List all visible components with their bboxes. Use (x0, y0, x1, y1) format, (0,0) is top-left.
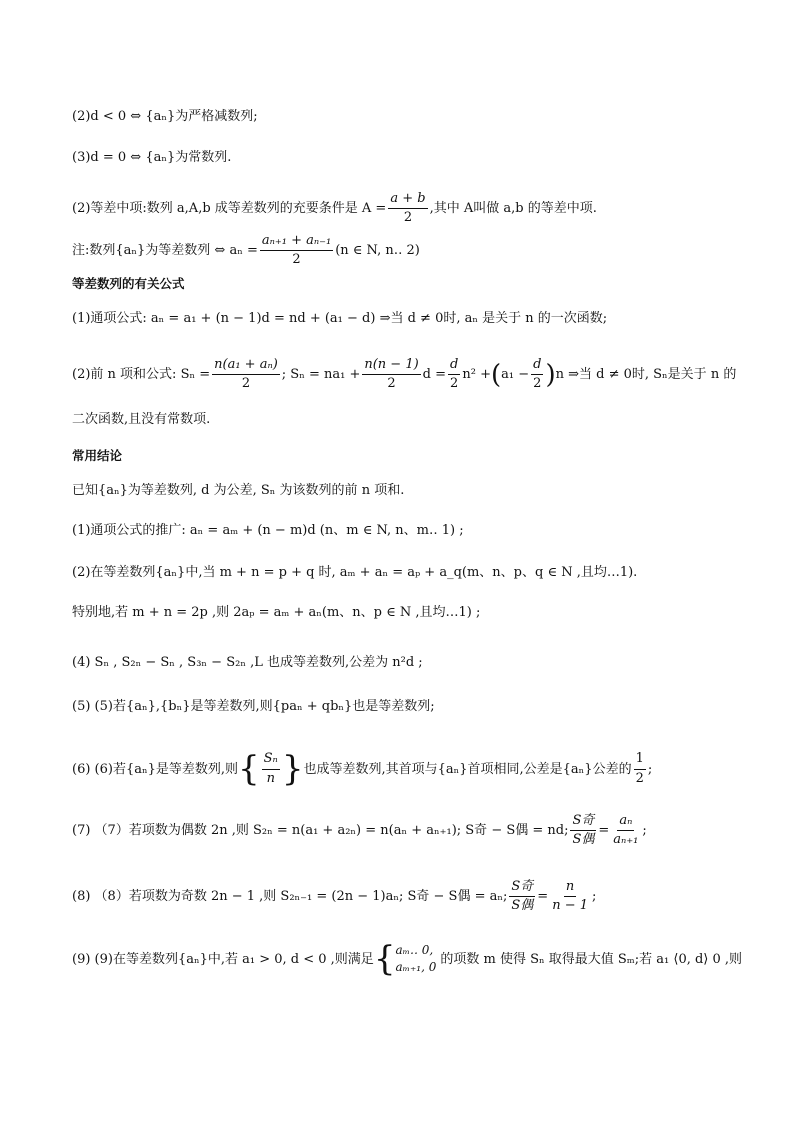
line-linear-combination: (5) (5)若{aₙ},{bₙ}是等差数列,则{paₙ + qbₙ}也是等差数列; (72, 699, 435, 714)
line-sum-formula: (2)前 n 项和公式: Sₙ = $\frac{\text{n(a₁ + aₙ)}}{2}$ ; Sₙ = na₁ + $\frac{n(n - 1)}{2}$ d = $\frac{d}{2}$ n² + ( a₁ − $\frac{d}{2}$ ) n ⇒当 d ≠ 0时, Sₙ是关于 n 的 (72, 357, 737, 392)
line-given: 已知{aₙ}为等差数列, d 为公差, Sₙ 为该数列的前 n 项和. (72, 483, 405, 498)
line-segment-sums: (4) Sₙ , S₂ₙ − Sₙ , S₃ₙ − S₂ₙ ,L 也成等差数列,公差为 n²d ; (72, 655, 423, 670)
fraction-neighbor-average: $\frac{\text{aₙ₊₁ + aₙ₋₁}}{2}$ (261, 233, 332, 268)
fraction-a-plus-b-over-2: $\frac{a + b}{2}$ (390, 191, 426, 226)
right-paren: ) (545, 359, 556, 390)
system-brace: { (373, 939, 396, 979)
fraction-odd-even-sums-2: $\frac{\text{S奇}}{\text{S偶}}$ (511, 879, 534, 914)
line-strictly-decreasing: (2)d < 0 ⇔ {aₙ}为严格减数列; (72, 109, 258, 124)
fraction-n-ratio: $\frac{n}{n - 1}$ (552, 879, 588, 914)
line-odd-terms: (8) （8）若项数为奇数 2n − 1 ,则 S₂ₙ₋₁ = (2n − 1)aₙ; S奇 − S偶 = aₙ; $\frac{\text{S奇}}{\text{S偶}}$ = $\frac{n}{n - 1}$ ; (72, 879, 597, 914)
fraction-one-half: $\frac{1}{2}$ (635, 751, 644, 786)
line-generalization: (1)通项公式的推广: aₙ = aₘ + (n − m)d (n、m ∈ N, n、m‥ 1) ; (72, 523, 464, 538)
heading-formulas: 等差数列的有关公式 (72, 276, 185, 291)
fraction-an-ratio: $\frac{\text{aₙ}}{\text{aₙ₊₁}}$ (613, 813, 639, 848)
line-even-terms: (7) （7）若项数为偶数 2n ,则 S₂ₙ = n(a₁ + a₂ₙ) = n(aₙ + aₙ₊₁); S奇 − S偶 = nd; $\frac{\text{S奇}}{\text{S偶}}$ = $\frac{\text{aₙ}}{\text{aₙ₊₁}}$ ; (72, 813, 647, 848)
fraction-sum-2: $\frac{n(n - 1)}{2}$ (364, 357, 419, 392)
line-arithmetic-mean: (2)等差中项:数列 a,A,b 成等差数列的充要条件是 A = $\frac{a + b}{2}$ ,其中 A叫做 a,b 的等差中项. (72, 191, 597, 226)
fraction-d-over-2-a: $\frac{d}{2}$ (450, 357, 459, 392)
condition-system: aₘ‥ 0, aₘ₊₁, 0 (395, 943, 437, 974)
line-general-term: (1)通项公式: aₙ = a₁ + (n − 1)d = nd + (a₁ − d) ⇒当 d ≠ 0时, aₙ 是关于 n 的一次函数; (72, 311, 608, 326)
fraction-sum-1: $\frac{\text{n(a₁ + aₙ)}}{2}$ (214, 357, 278, 392)
brace-sn-over-n: { $\frac{\text{Sₙ}}{n}$ } (238, 749, 304, 789)
fraction-odd-even-sums: $\frac{\text{S奇}}{\text{S偶}}$ (572, 813, 595, 848)
line-quadratic-note: 二次函数,且没有常数项. (72, 412, 211, 427)
line-index-sum-property: (2)在等差数列{aₙ}中,当 m + n = p + q 时, aₘ + aₙ = aₚ + a_q(m、n、p、q ∈ N ,且均…1). (72, 565, 638, 580)
line-constant-sequence: (3)d = 0 ⇔ {aₙ}为常数列. (72, 150, 232, 165)
line-note-equivalence: 注:数列{aₙ}为等差数列 ⇔ aₙ = $\frac{\text{aₙ₊₁ + aₙ₋₁}}{2}$ (n ∈ N, n‥ 2) (72, 233, 420, 268)
line-average-sequence: (6) (6)若{aₙ}是等差数列,则 { $\frac{\text{Sₙ}}{n}$ } 也成等差数列,其首项与{aₙ}首项相同,公差是{aₙ}公差的 $\frac{1}{2}$ ; (72, 749, 653, 789)
fraction-d-over-2-b: $\frac{d}{2}$ (533, 357, 542, 392)
heading-common-conclusions: 常用结论 (72, 448, 123, 463)
line-special-case: 特别地,若 m + n = 2p ,则 2aₚ = aₘ + aₙ(m、n、p ∈ N ,且均…1) ; (72, 605, 481, 620)
left-paren: ( (490, 359, 502, 390)
line-max-sum-condition: (9) (9)在等差数列{aₙ}中,若 a₁ > 0, d < 0 ,则满足 { aₘ‥ 0, aₘ₊₁, 0 的项数 m 使得 Sₙ 取得最大值 Sₘ;若 a₁ ⟨0, d⟩ 0 ,则 (72, 939, 743, 979)
